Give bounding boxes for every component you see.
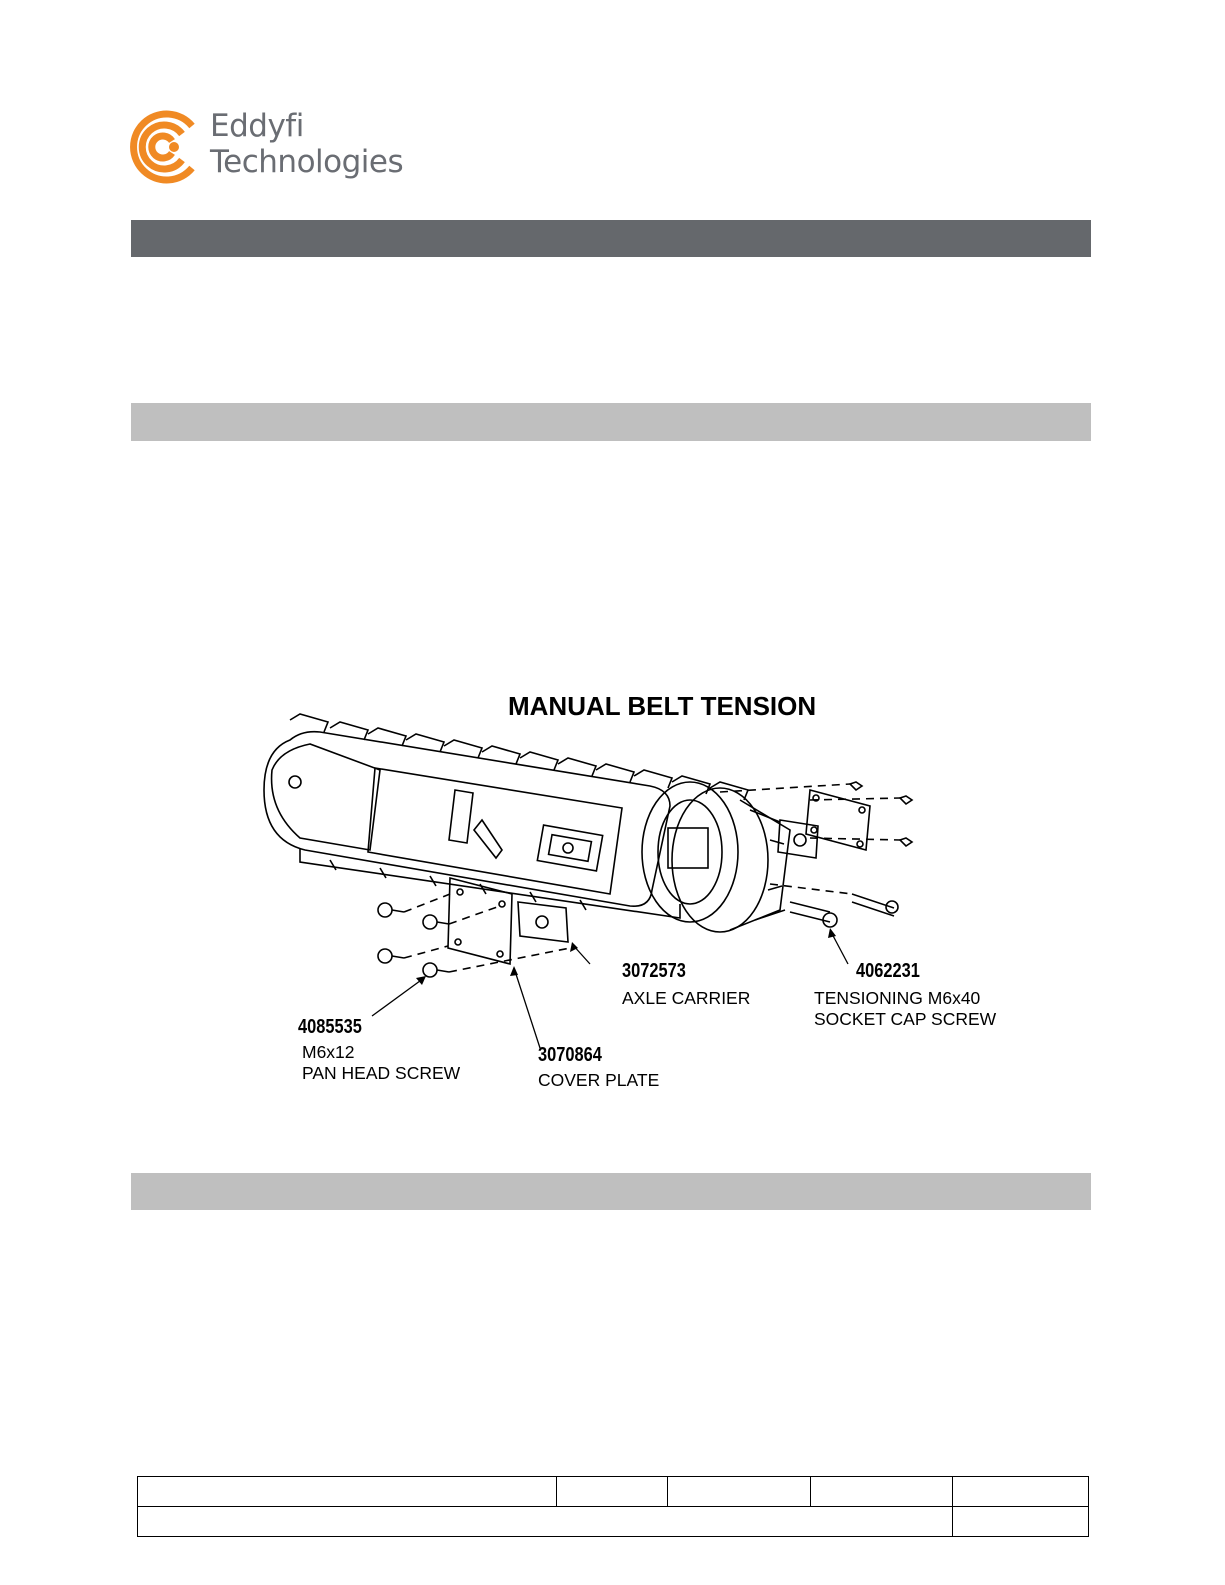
callout-description: [814, 988, 996, 1030]
figure-title: MANUAL BELT TENSION: [508, 691, 817, 721]
callout-part-number: 3070864: [538, 1044, 602, 1066]
callout-part-number: 4062231: [856, 960, 920, 982]
footer-row: [138, 1477, 1089, 1507]
callout-description-line: PAN HEAD SCREW: [302, 1063, 461, 1083]
callout-description: [538, 1070, 659, 1091]
callout-description-line: M6x12: [302, 1042, 355, 1062]
belt-tension-figure: [250, 680, 1050, 1110]
footer-cell: [138, 1477, 557, 1507]
footer-cell: [952, 1507, 1088, 1537]
footer-cell: [138, 1507, 953, 1537]
section-bar: [131, 1173, 1091, 1210]
eddyfi-swirl-logo-icon: [126, 108, 206, 188]
callout-description-line: COVER PLATE: [538, 1070, 660, 1090]
footer-info-table: [137, 1476, 1089, 1537]
logo-wordmark: [210, 108, 403, 180]
footer-cell: [810, 1477, 952, 1507]
track-teeth: [290, 714, 748, 800]
footer-cell: [668, 1477, 810, 1507]
header-bar: [131, 220, 1091, 257]
callout-description: [302, 1042, 460, 1084]
callout-description-line: TENSIONING M6x40: [814, 988, 981, 1008]
callout-part-number: 3072573: [622, 960, 686, 982]
callout-description-line: AXLE CARRIER: [622, 988, 751, 1008]
footer-row: [138, 1507, 1089, 1537]
logo-name-line1: Eddyfi: [210, 108, 304, 144]
section-bar: [131, 403, 1091, 441]
callout-part-number: 4085535: [298, 1016, 362, 1038]
callout-description-line: SOCKET CAP SCREW: [814, 1009, 997, 1029]
logo-name-line2: Technologies: [210, 144, 404, 180]
footer-cell: [556, 1477, 668, 1507]
footer-cell: [952, 1477, 1088, 1507]
callout-description: [622, 988, 750, 1009]
company-logo: [126, 108, 426, 188]
